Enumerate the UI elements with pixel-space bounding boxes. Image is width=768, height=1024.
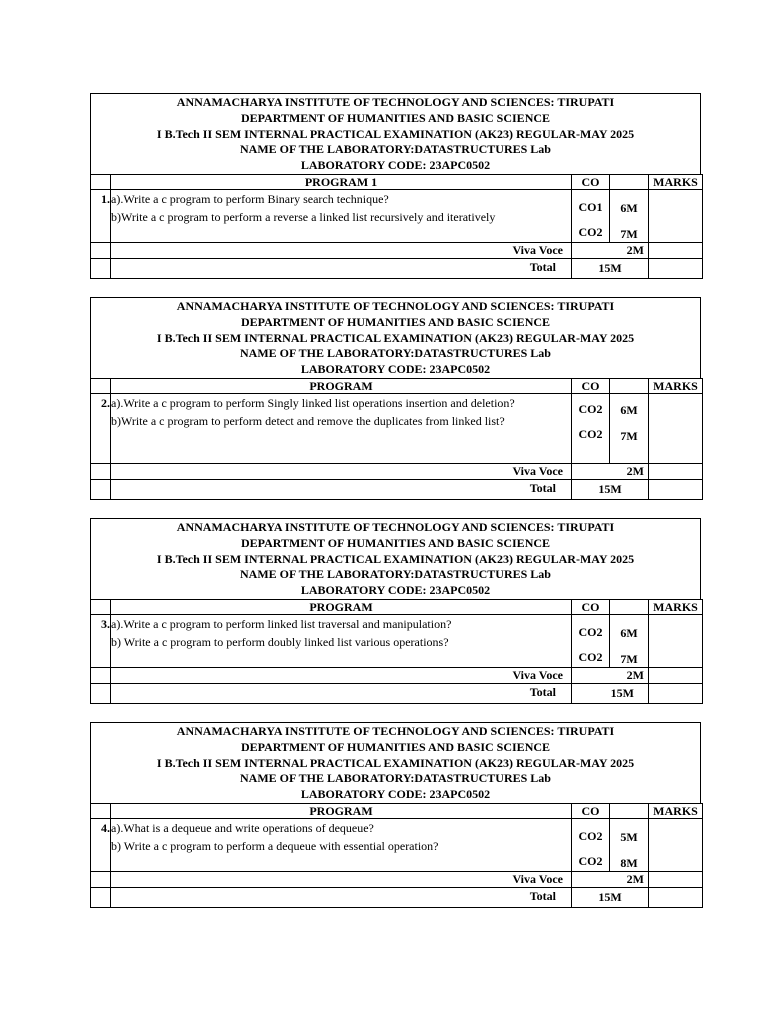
co-header: CO <box>572 378 610 393</box>
department-name: DEPARTMENT OF HUMANITIES AND BASIC SCIENCE <box>240 739 551 754</box>
institute-name: ANNAMACHARYA INSTITUTE OF TECHNOLOGY AND SCIENCES: TIRUPATI <box>176 724 615 738</box>
question-table <box>90 803 703 908</box>
block-header <box>90 518 701 599</box>
viva-marks: 2M <box>572 463 649 479</box>
question-a: a).What is a dequeue and write operations of dequeue? <box>111 820 374 835</box>
department-name: DEPARTMENT OF HUMANITIES AND BASIC SCIENCE <box>240 314 551 329</box>
total-marks: 15M <box>572 683 649 703</box>
total-marks: 15M <box>572 258 649 278</box>
total-label: Total <box>111 683 572 703</box>
viva-label: Viva Voce <box>111 463 572 479</box>
marks-header: MARKS <box>649 599 703 614</box>
lab-code: LABORATORY CODE: 23APC0502 <box>300 787 491 802</box>
program-heading: PROGRAM 1 <box>111 174 572 189</box>
viva-marks: 2M <box>572 871 649 887</box>
question-table <box>90 599 703 704</box>
total-label: Total <box>111 479 572 499</box>
question-table <box>90 378 703 500</box>
question-a: a).Write a c program to perform Singly linked list operations insertion and deletion? <box>111 395 515 410</box>
total-marks: 15M <box>572 887 649 907</box>
question-a: a).Write a c program to perform linked list traversal and manipulation? <box>111 616 452 631</box>
marks-b: 7M <box>620 651 638 666</box>
viva-label: Viva Voce <box>111 667 572 683</box>
institute-name: ANNAMACHARYA INSTITUTE OF TECHNOLOGY AND SCIENCES: TIRUPATI <box>176 95 615 109</box>
marks-a: 5M <box>620 829 638 844</box>
marks-a: 6M <box>620 625 638 640</box>
marks-b: 7M <box>620 428 638 443</box>
question-table <box>90 174 703 279</box>
exam-title: I B.Tech II SEM INTERNAL PRACTICAL EXAMINATION (AK23) REGULAR-MAY 2025 <box>156 551 635 566</box>
lab-code: LABORATORY CODE: 23APC0502 <box>300 583 491 598</box>
block-header <box>90 93 701 174</box>
marks-b: 7M <box>620 226 638 241</box>
co-b: CO2 <box>578 853 603 868</box>
exam-block-3 <box>90 518 701 704</box>
question-number: 3. <box>91 614 111 667</box>
lab-name: NAME OF THE LABORATORY:DATASTRUCTURES Lab <box>240 346 551 361</box>
question-b: b) Write a c program to perform a dequeue with essential operation? <box>111 838 439 853</box>
question-b: b) Write a c program to perform doubly linked list various operations? <box>111 634 449 649</box>
lab-name: NAME OF THE LABORATORY:DATASTRUCTURES Lab <box>240 567 551 582</box>
co-b: CO2 <box>578 649 603 664</box>
co-header: CO <box>572 174 610 189</box>
lab-code: LABORATORY CODE: 23APC0502 <box>300 158 491 173</box>
question-b: b)Write a c program to perform detect and remove the duplicates from linked list? <box>111 413 505 428</box>
lab-name: NAME OF THE LABORATORY:DATASTRUCTURES Lab <box>240 771 551 786</box>
co-a: CO1 <box>578 199 603 214</box>
marks-header: MARKS <box>649 174 703 189</box>
exam-block-2 <box>90 297 701 500</box>
question-number: 4. <box>91 818 111 871</box>
department-name: DEPARTMENT OF HUMANITIES AND BASIC SCIENCE <box>240 535 551 550</box>
total-label: Total <box>111 887 572 907</box>
marks-a: 6M <box>620 200 638 215</box>
program-heading: PROGRAM <box>111 378 572 393</box>
program-heading: PROGRAM <box>111 803 572 818</box>
lab-code: LABORATORY CODE: 23APC0502 <box>300 362 491 377</box>
total-marks: 15M <box>572 479 649 499</box>
viva-marks: 2M <box>572 242 649 258</box>
block-header <box>90 722 701 803</box>
marks-b: 8M <box>620 855 638 870</box>
marks-header: MARKS <box>649 378 703 393</box>
co-header: CO <box>572 803 610 818</box>
co-b: CO2 <box>578 224 603 239</box>
question-number: 1. <box>91 189 111 242</box>
viva-label: Viva Voce <box>111 242 572 258</box>
viva-marks: 2M <box>572 667 649 683</box>
block-header <box>90 297 701 378</box>
co-a: CO2 <box>578 401 603 416</box>
co-a: CO2 <box>578 828 603 843</box>
department-name: DEPARTMENT OF HUMANITIES AND BASIC SCIENCE <box>240 110 551 125</box>
co-b: CO2 <box>578 426 603 441</box>
institute-name: ANNAMACHARYA INSTITUTE OF TECHNOLOGY AND SCIENCES: TIRUPATI <box>176 520 615 534</box>
lab-name: NAME OF THE LABORATORY:DATASTRUCTURES Lab <box>240 142 551 157</box>
question-a: a).Write a c program to perform Binary search technique? <box>111 191 389 206</box>
program-heading: PROGRAM <box>111 599 572 614</box>
question-number: 2. <box>91 393 111 463</box>
marks-a: 6M <box>620 402 638 417</box>
question-b: b)Write a c program to perform a reverse a linked list recursively and iteratively <box>111 209 496 224</box>
institute-name: ANNAMACHARYA INSTITUTE OF TECHNOLOGY AND SCIENCES: TIRUPATI <box>176 299 615 313</box>
marks-header: MARKS <box>649 803 703 818</box>
exam-title: I B.Tech II SEM INTERNAL PRACTICAL EXAMINATION (AK23) REGULAR-MAY 2025 <box>156 126 635 141</box>
exam-block-1 <box>90 93 701 279</box>
exam-title: I B.Tech II SEM INTERNAL PRACTICAL EXAMINATION (AK23) REGULAR-MAY 2025 <box>156 755 635 770</box>
exam-title: I B.Tech II SEM INTERNAL PRACTICAL EXAMINATION (AK23) REGULAR-MAY 2025 <box>156 330 635 345</box>
viva-label: Viva Voce <box>111 871 572 887</box>
co-header: CO <box>572 599 610 614</box>
co-a: CO2 <box>578 624 603 639</box>
total-label: Total <box>111 258 572 278</box>
exam-block-4 <box>90 722 701 908</box>
